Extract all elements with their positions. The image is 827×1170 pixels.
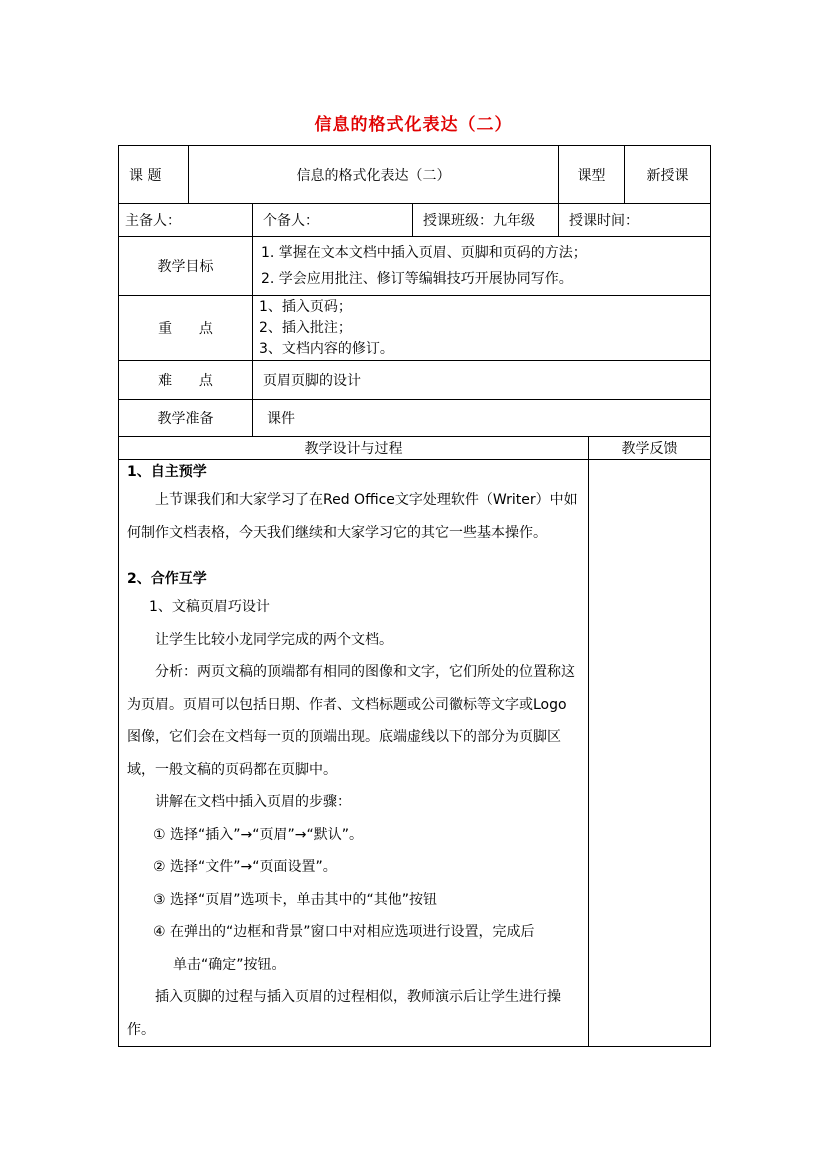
class-label: 授课班级：九年级	[413, 204, 559, 237]
paragraph: 讲解在文档中插入页眉的步骤：	[155, 794, 351, 810]
goal-item: 1. 掌握在文本文档中插入页眉、页脚和页码的方法；	[261, 245, 587, 261]
topic-label: 课 题	[119, 146, 189, 204]
paragraph: 让学生比较小龙同学完成的两个文档。	[155, 631, 393, 648]
preparation-value: 课件	[253, 400, 711, 437]
document-title: 信息的格式化表达（二）	[314, 115, 513, 135]
step-item: ④ 在弹出的“边框和背景”窗口中对相应选项进行设置，完成后	[153, 924, 535, 940]
difficulty-value: 页眉页脚的设计	[253, 361, 711, 400]
section-title: 1、自主预学	[127, 464, 207, 480]
design-content	[119, 460, 589, 1047]
paragraph: 上节课我们和大家学习了在Red Office文字处理软件（Writer）中如何制作文档表格，今天我们继续和大家学习它的其它一些基本操作。	[127, 492, 578, 541]
paragraph: 插入页脚的过程与插入页眉的过程相似，教师演示后让学生进行操作。	[127, 989, 561, 1038]
step-item: ③ 选择“页眉”选项卡，单击其中的“其他”按钮	[153, 891, 438, 908]
process-table	[118, 436, 711, 1047]
key-points-label: 重 点	[119, 296, 253, 361]
design-column-header: 教学设计与过程	[119, 437, 589, 460]
preparation-label: 教学准备	[119, 400, 253, 437]
individual-label: 个备人：	[253, 204, 413, 237]
step-item: ① 选择“插入”→“页眉”→“默认”。	[153, 826, 363, 843]
goals-list	[253, 237, 711, 296]
goals-label: 教学目标	[119, 237, 253, 296]
subsection-title: 1、文稿页眉巧设计	[149, 599, 270, 615]
goal-item: 2. 学会应用批注、修订等编辑技巧开展协同写作。	[261, 271, 573, 287]
preparer-label: 主备人：	[119, 204, 253, 237]
lesson-info-table	[118, 145, 711, 437]
step-item-continued: 单击“确定”按钮。	[173, 956, 286, 973]
key-points-list	[253, 296, 711, 361]
feedback-cell	[589, 460, 711, 1047]
feedback-column-header: 教学反馈	[589, 437, 711, 460]
key-point-item: 3、文档内容的修订。	[259, 340, 394, 357]
step-item: ② 选择“文件”→“页面设置”。	[153, 859, 337, 875]
topic-value: 信息的格式化表达（二）	[189, 146, 559, 204]
key-point-item: 1、插入页码；	[259, 298, 352, 315]
difficulty-label: 难 点	[119, 361, 253, 400]
section-title: 2、合作互学	[127, 571, 207, 587]
time-label: 授课时间：	[559, 204, 711, 237]
type-label: 课型	[559, 146, 625, 204]
type-value: 新授课	[625, 146, 711, 204]
paragraph: 分析：两页文稿的顶端都有相同的图像和文字，它们所处的位置称这为页眉。页眉可以包括日期、作者、文档标题或公司徽标等文字或Logo图像，它们会在文档每一页的顶端出现。底端虚线以下的部分为页脚区域，一般文稿的页码都在页脚中。	[127, 664, 575, 778]
key-point-item: 2、插入批注；	[259, 319, 352, 336]
